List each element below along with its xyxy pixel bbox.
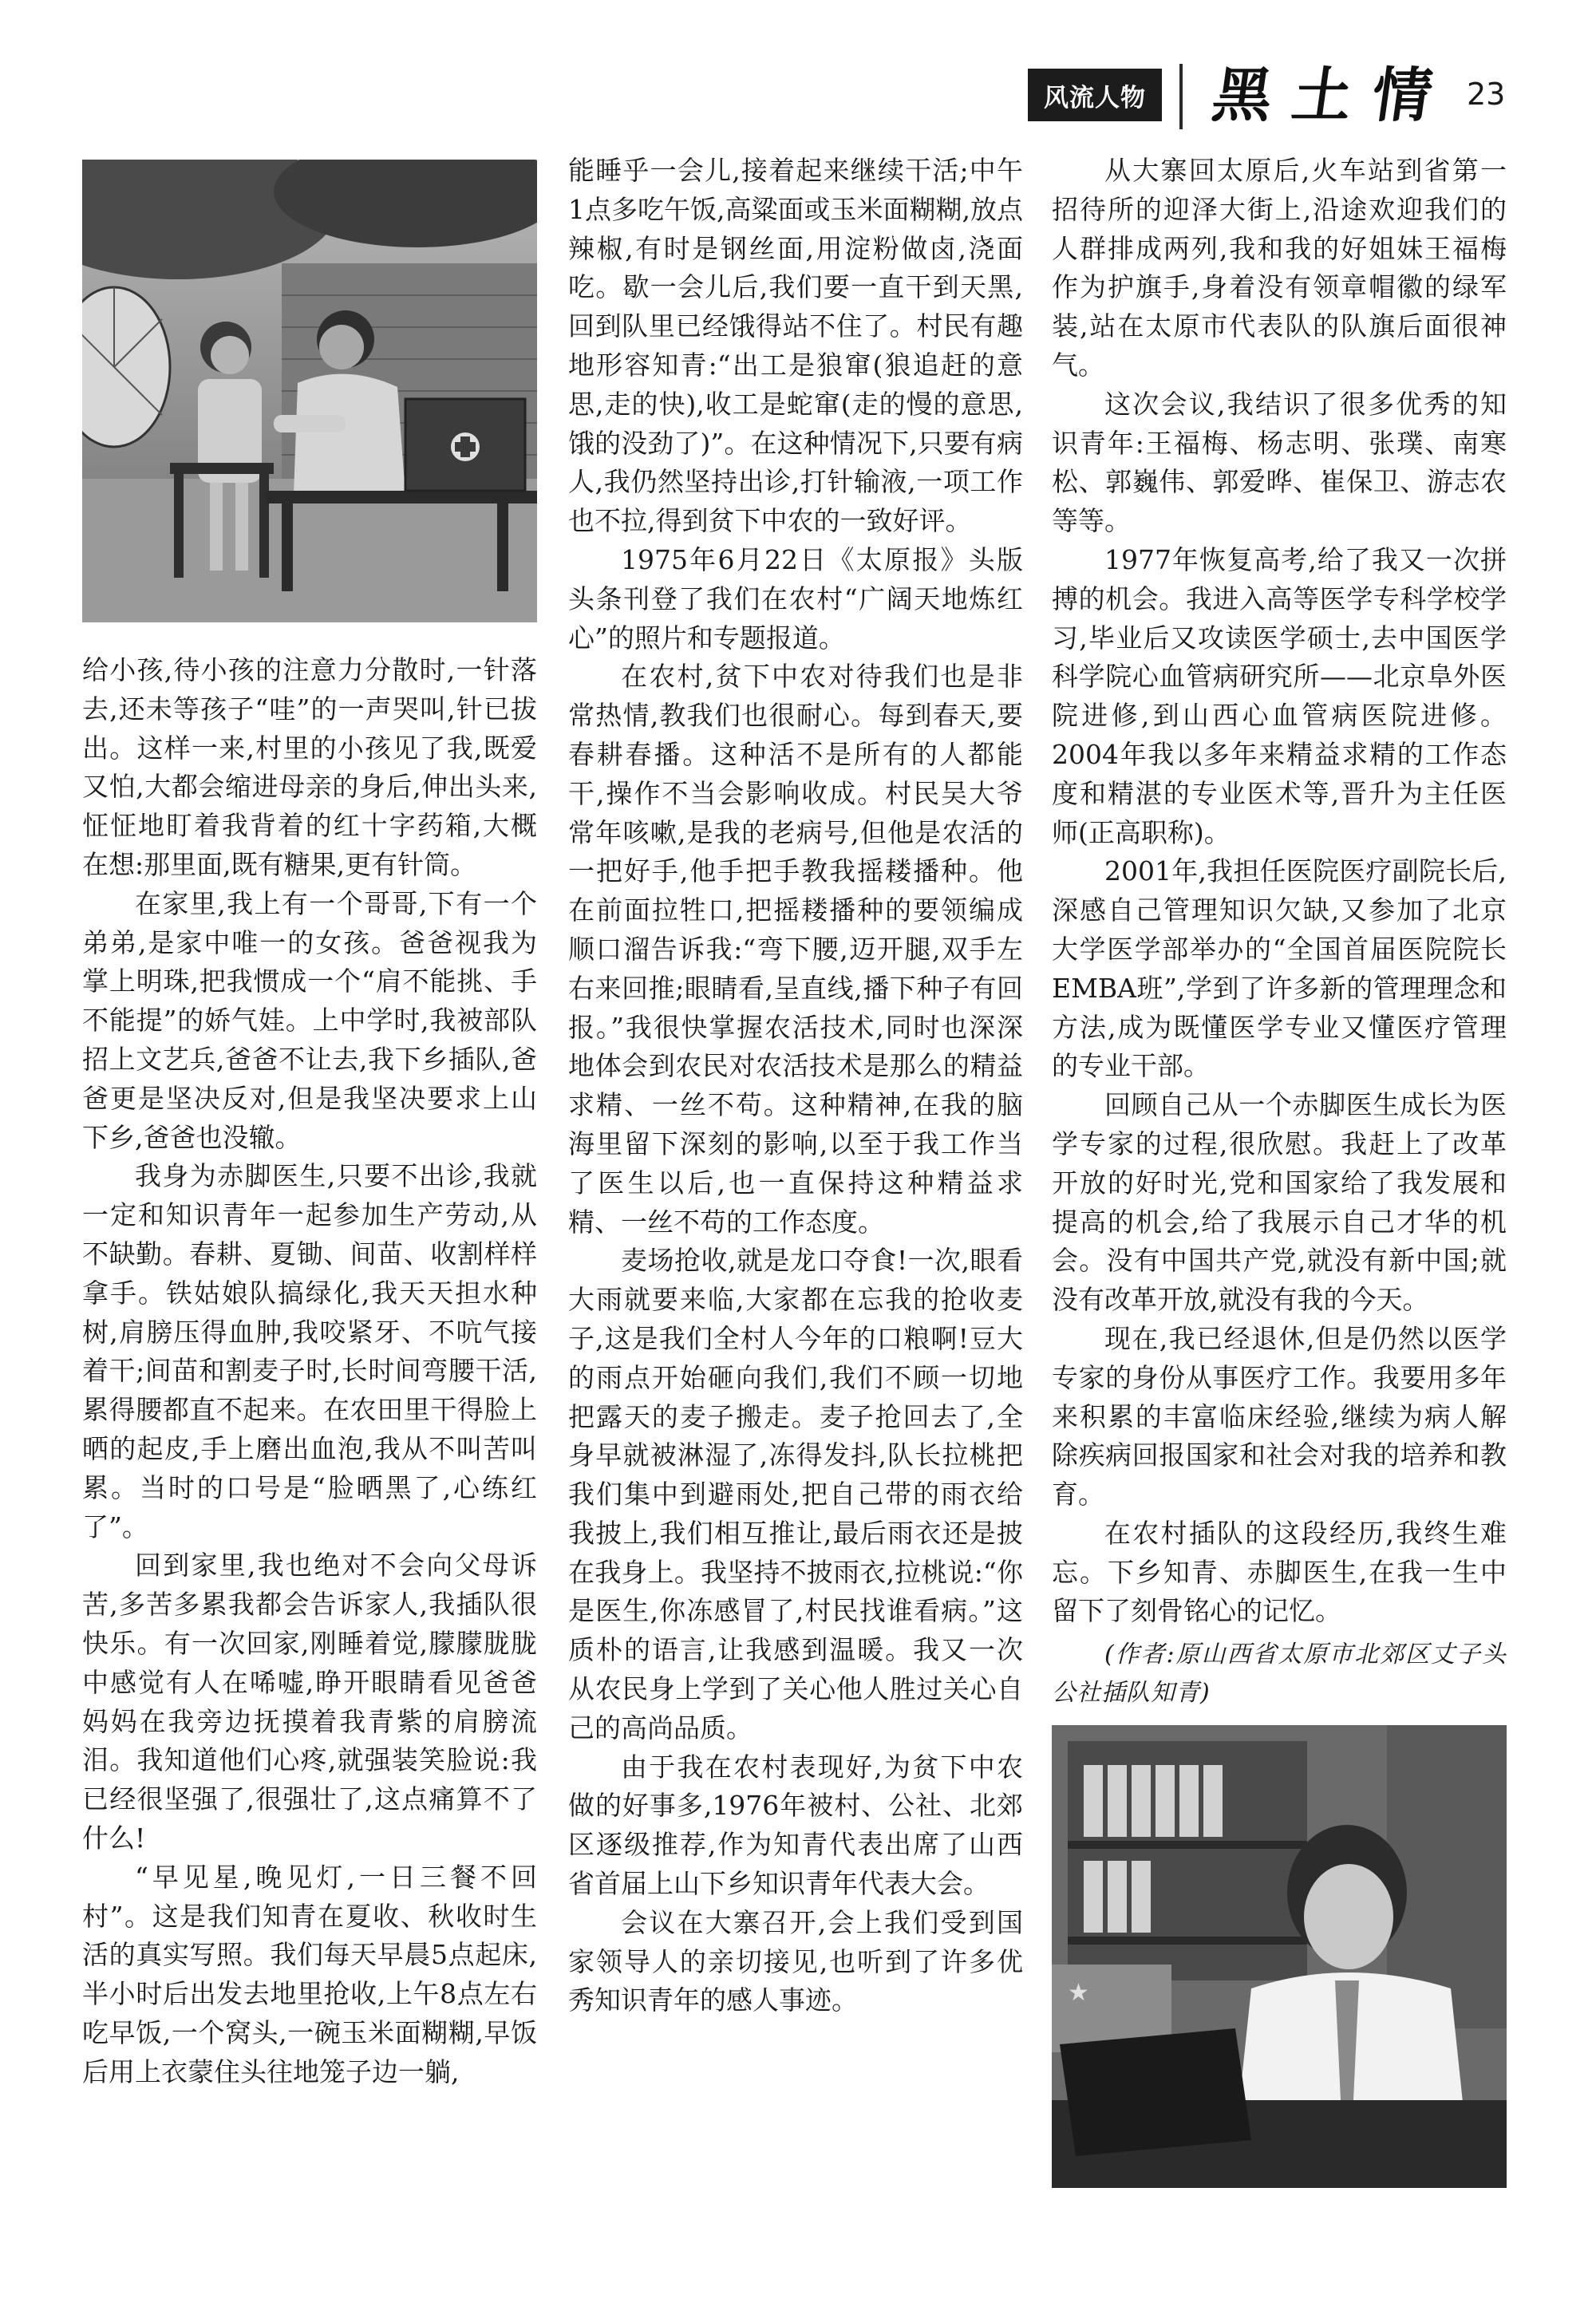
paragraph: 1977年恢复高考,给了我又一次拼搏的机会。我进入高等医学专科学校学习,毕业后又攻读医学硕士,去中国医学科学院心血管病研究所——北京阜外医院进修,到山西心血管病医院进修。2004年我以多年来精益求精的工作态度和精湛的专业医术等,晋升为主任医师(正高职称)。	[1052, 543, 1507, 848]
paragraph: 回到家里,我也绝对不会向父母诉苦,多苦多累我都会告诉家人,我插队很快乐。有一次回家,刚睡着觉,朦朦胧胧中感觉有人在唏嘘,睁开眼睛看见爸爸妈妈在我旁边抚摸着我青紫的肩膀流泪。我知道他们心疼,就强装笑脸说:我已经很坚强了,很强壮了,这点痛算不了什么!	[82, 1550, 537, 1854]
paragraph: 由于我在农村表现好,为贫下中农做的好事多,1976年被村、公社、北郊区逐级推荐,作为知青代表出席了山西省首届上山下乡知识青年代表大会。	[568, 1751, 1023, 1900]
photo-author-portrait-office	[1052, 1725, 1507, 2188]
article-column-3	[1052, 152, 1507, 1712]
paragraph: 在农村,贫下中农对待我们也是非常热情,教我们也很耐心。每到春天,要春耕春播。这种活不是所有的人都能干,操作不当会影响收成。村民吴大爷常年咳嗽,是我的老病号,但他是农活的一把好手,他手把手教我摇耧播种。他在前面拉牲口,把摇耧播种的要领编成顺口溜告诉我:“弯下腰,迈开腿,双手左右来回推;眼睛看,呈直线,播下种子有回报。”我很快掌握农活技术,同时也深深地体会到农民对农活技术是那么的精益求精、一丝不苟。这种精神,在我的脑海里留下深刻的影响,以至于我工作当了医生以后,也一直保持这种精益求精、一丝不苟的工作态度。	[568, 661, 1023, 1238]
page-number: 23	[1467, 77, 1506, 112]
paragraph: 这次会议,我结识了很多优秀的知识青年:王福梅、杨志明、张璞、南寒松、郭巍伟、郭爱晔、崔保卫、游志农等等。	[1052, 388, 1507, 537]
article-column-1	[82, 651, 537, 2091]
photo-barefoot-doctor-with-child	[82, 160, 537, 622]
paragraph: 麦场抢收,就是龙口夺食!一次,眼看大雨就要来临,大家都在忘我的抢收麦子,这是我们全村人今年的口粮啊!豆大的雨点开始砸向我们,我们不顾一切地把露天的麦子搬走。麦子抢回去了,全身早就被淋湿了,冻得发抖,队长拉桃把我们集中到避雨处,把自己带的雨衣给我披上,我们相互推让,最后雨衣还是披在我身上。我坚持不披雨衣,拉桃说:“你是医生,你冻感冒了,村民找谁看病。”这质朴的语言,让我感到温暖。我又一次从农民身上学到了关心他人胜过关心自己的高尚品质。	[568, 1245, 1023, 1743]
header-divider	[1179, 64, 1183, 129]
paragraph: 我身为赤脚医生,只要不出诊,我就一定和知识青年一起参加生产劳动,从不缺勤。春耕、夏锄、间苗、收割样样拿手。铁姑娘队搞绿化,我天天担水种树,肩膀压得血肿,我咬紧牙、不吭气接着干;间苗和割麦子时,长时间弯腰干活,累得腰都直不起来。在农田里干得脸上晒的起皮,手上磨出血泡,我从不叫苦叫累。当时的口号是“脸晒黑了,心练红了”。	[82, 1160, 537, 1542]
paragraph: 会议在大寨召开,会上我们受到国家领导人的亲切接见,也听到了许多优秀知识青年的感人事迹。	[568, 1906, 1023, 2016]
magazine-masthead: 黑土情	[1207, 61, 1458, 130]
paragraph: 1975年6月22日《太原报》头版头条刊登了我们在农村“广阔天地炼红心”的照片和专题报道。	[568, 543, 1023, 654]
section-tag: 风流人物	[1028, 69, 1162, 121]
paragraph: 从大寨回太原后,火车站到省第一招待所的迎泽大街上,沿途欢迎我们的人群排成两列,我和我的好姐妹王福梅作为护旗手,身着没有领章帽徽的绿军装,站在太原市代表队的队旗后面很神气。	[1052, 155, 1507, 381]
paragraph: 现在,我已经退休,但是仍然以医学专家的身份从事医疗工作。我要用多年来积累的丰富临床经验,继续为病人解除疾病回报国家和社会对我的培养和教育。	[1052, 1322, 1507, 1510]
paragraph: 回顾自己从一个赤脚医生成长为医学专家的过程,很欣慰。我赶上了改革开放的好时光,党和国家给了我发展和提高的机会,给了我展示自己才华的机会。没有中国共产党,就没有新中国;就没有改革开放,就没有我的今天。	[1052, 1089, 1507, 1316]
author-byline: (作者:原山西省太原市北郊区丈子头公社插队知青)	[1052, 1641, 1507, 1708]
paragraph: 在家里,我上有一个哥哥,下有一个弟弟,是家中唯一的女孩。爸爸视我为掌上明珠,把我惯成一个“肩不能挑、手不能提”的娇气娃。上中学时,我被部队招上文艺兵,爸爸不让去,我下乡插队,爸爸更是坚决反对,但是我坚决要求上山下乡,爸爸也没辙。	[82, 887, 537, 1153]
paragraph: 2001年,我担任医院医疗副院长后,深感自己管理知识欠缺,又参加了北京大学医学部举办的“全国首届医院院长EMBA班”,学到了许多新的管理理念和方法,成为既懂医学专业又懂医疗管理的专业干部。	[1052, 855, 1507, 1082]
paragraph: “早见星,晚见灯,一日三餐不回村”。这是我们知青在夏收、秋收时生活的真实写照。我们每天早晨5点起床,半小时后出发去地里抢收,上午8点左右吃早饭,一个窝头,一碗玉米面糊糊,早饭后用上衣蒙住头往地笼子边一躺,	[82, 1861, 537, 2087]
paragraph: 在农村插队的这段经历,我终生难忘。下乡知青、赤脚医生,在我一生中留下了刻骨铭心的记忆。	[1052, 1517, 1507, 1627]
page-header	[0, 61, 1596, 136]
article-column-2	[568, 152, 1023, 2020]
svg-text:★: ★	[1068, 1979, 1089, 2007]
paragraph: 能睡乎一会儿,接着起来继续干活;中午1点多吃午饭,高粱面或玉米面糊糊,放点辣椒,有时是钢丝面,用淀粉做卤,浇面吃。歇一会儿后,我们要一直干到天黑,回到队里已经饿得站不住了。村民有趣地形容知青:“出工是狼窜(狼追赶的意思,走的快),收工是蛇窜(走的慢的意思,饿的没劲了)”。在这种情况下,只要有病人,我仍然坚持出诊,打针输液,一项工作也不拉,得到贫下中农的一致好评。	[568, 155, 1023, 537]
paragraph: 给小孩,待小孩的注意力分散时,一针落去,还未等孩子“哇”的一声哭叫,针已拔出。这样一来,村里的小孩见了我,既爱又怕,大都会缩进母亲的身后,伸出头来,怔怔地盯着我背着的红十字药箱,大概在想:那里面,既有糖果,更有针筒。	[82, 654, 537, 880]
